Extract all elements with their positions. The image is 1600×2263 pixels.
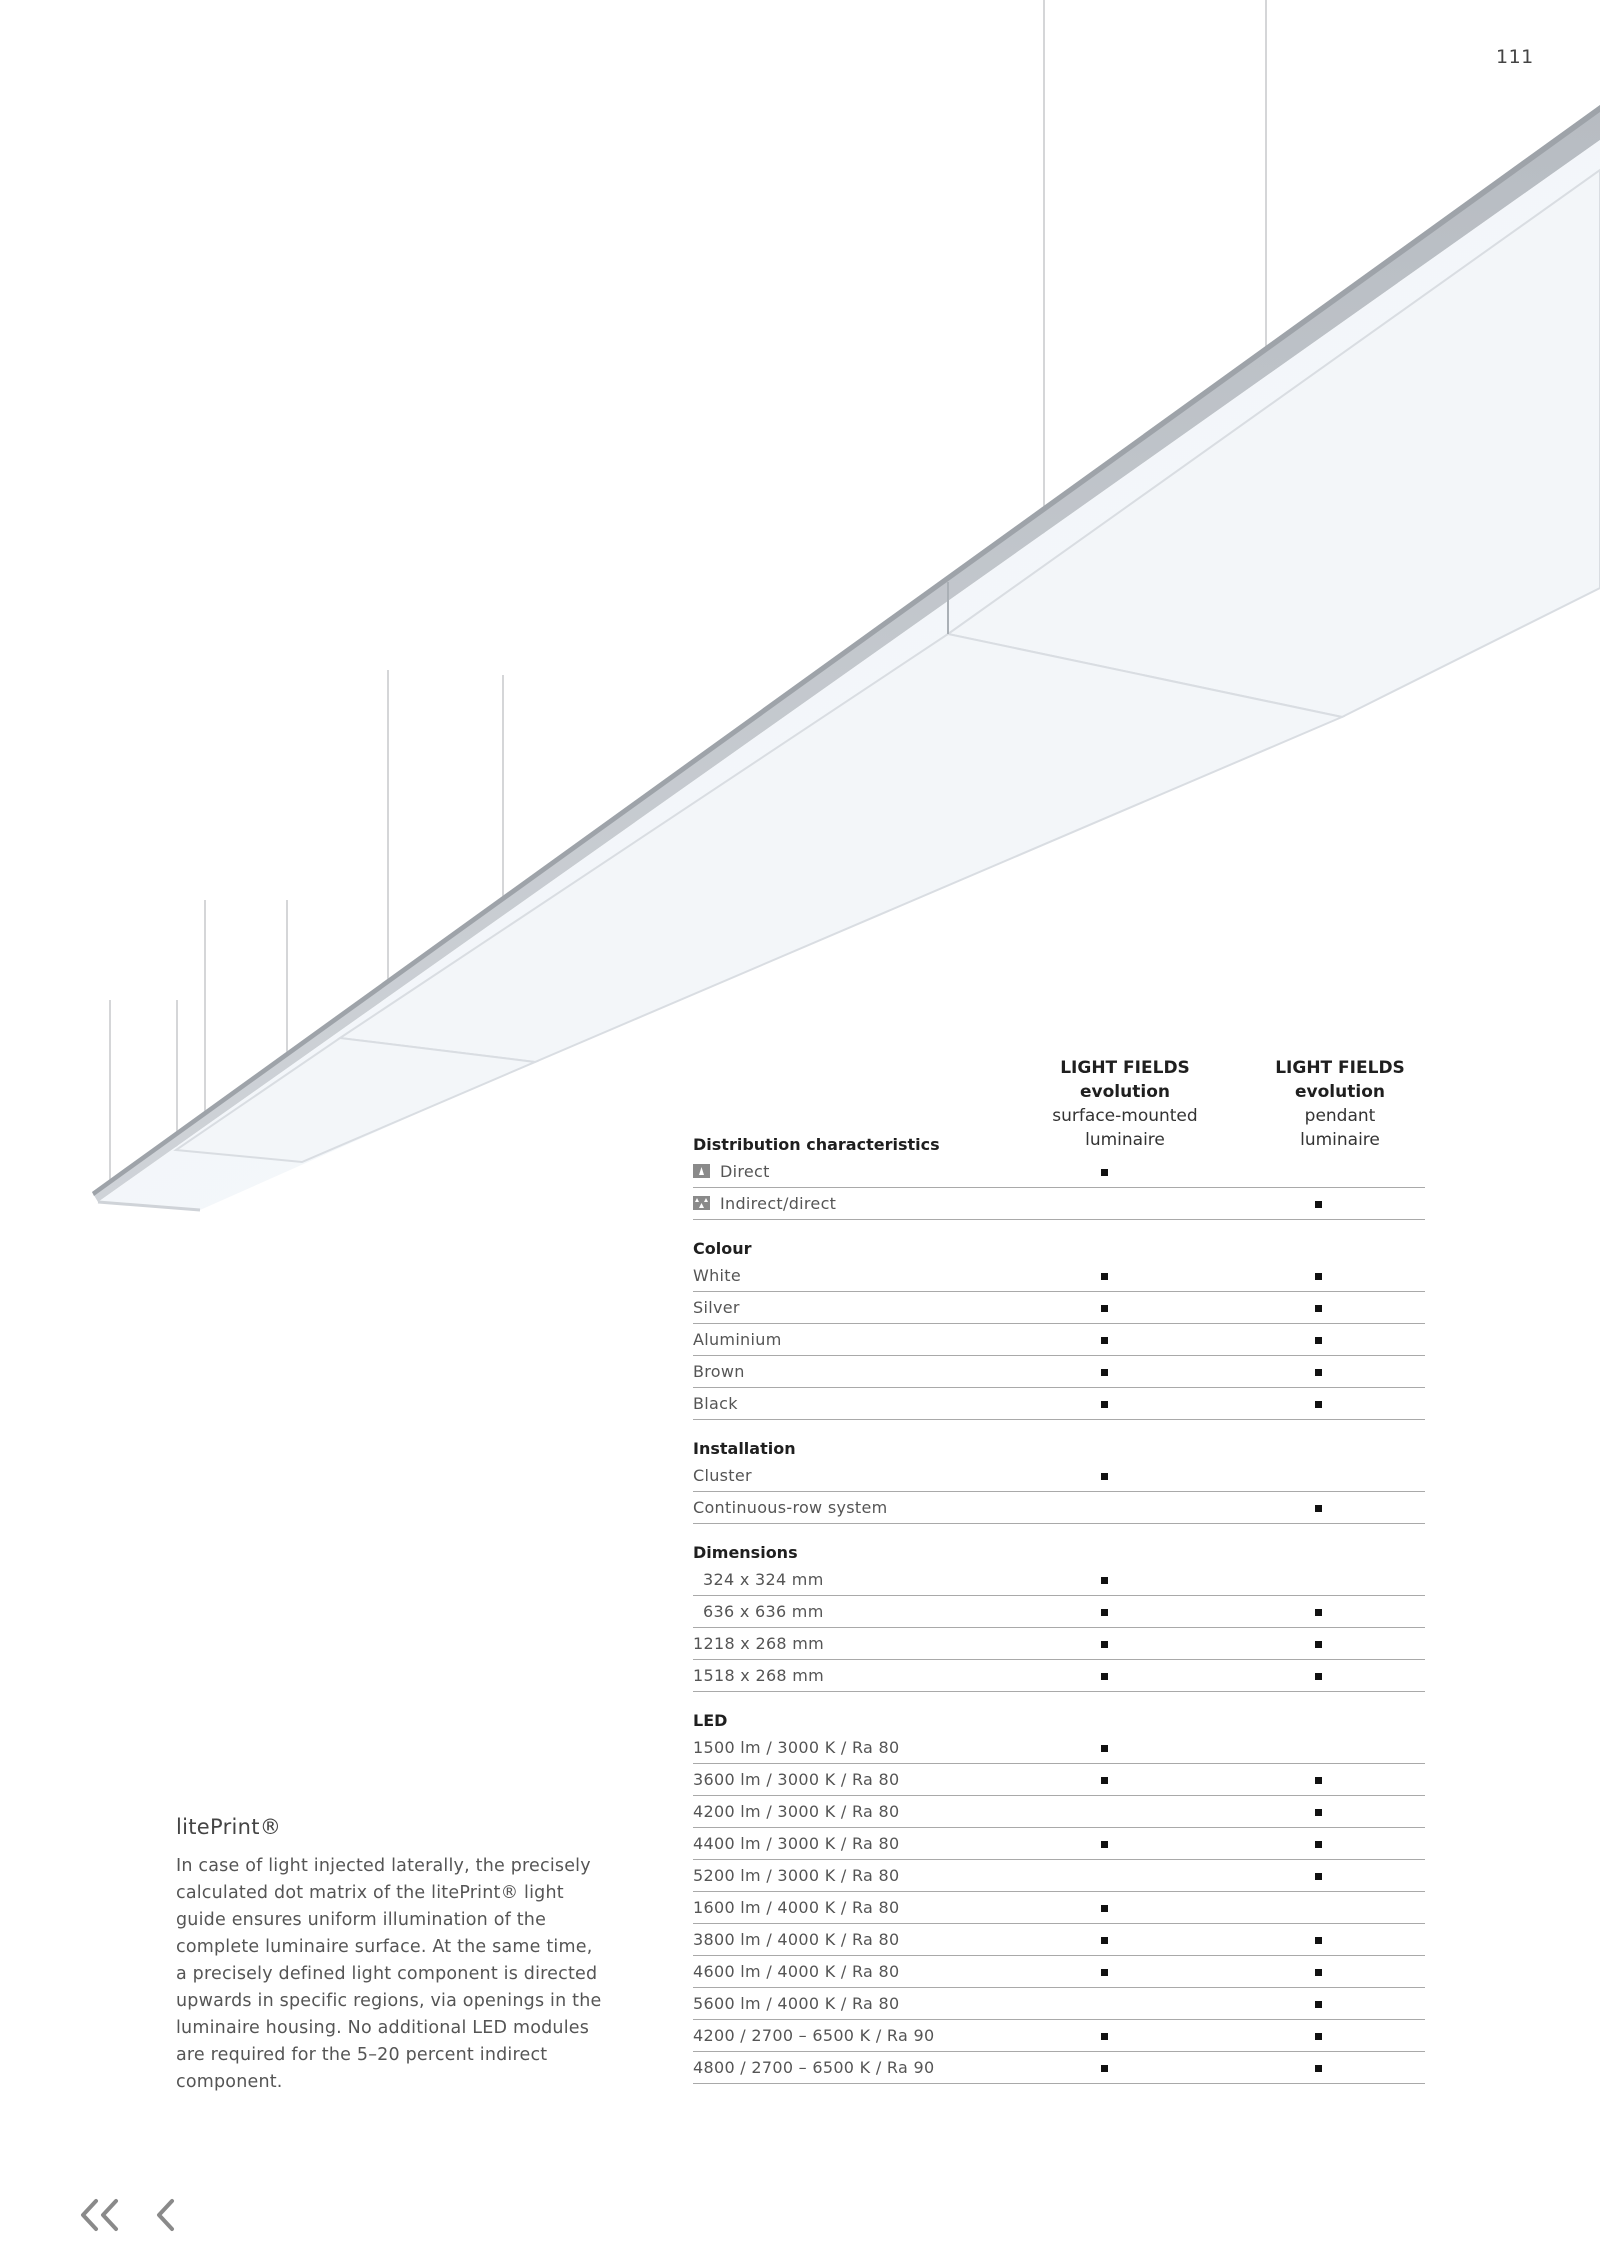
row-label-text: 636 x 636 mm: [703, 1602, 824, 1621]
table-row: [693, 2020, 1425, 2052]
row-label-text: Black: [693, 1394, 738, 1413]
table-row: [693, 2052, 1425, 2084]
row-label: [693, 1356, 745, 1387]
availability-mark-pendant: [1315, 2033, 1322, 2040]
column-subtitle: pendant: [1304, 1106, 1376, 1126]
availability-mark-surface-mounted: [1101, 1273, 1108, 1280]
row-label: [693, 2020, 934, 2051]
row-label-text: Indirect/direct: [720, 1194, 837, 1213]
availability-mark-pendant: [1315, 1873, 1322, 1880]
direct-light-icon: [693, 1157, 710, 1171]
spec-section: [693, 1538, 1425, 1692]
availability-mark-surface-mounted: [1101, 2065, 1108, 2072]
row-label-text: Brown: [693, 1362, 745, 1381]
availability-mark-surface-mounted: [1101, 1609, 1108, 1616]
table-row: [693, 1324, 1425, 1356]
availability-mark-surface-mounted: [1101, 1305, 1108, 1312]
availability-mark-surface-mounted: [1101, 1905, 1108, 1912]
row-label-text: 1518 x 268 mm: [693, 1666, 825, 1685]
row-label: [693, 1324, 782, 1355]
availability-mark-pendant: [1315, 1305, 1322, 1312]
availability-mark-surface-mounted: [1101, 1969, 1108, 1976]
table-row: [693, 1956, 1425, 1988]
spec-section: [693, 1234, 1425, 1420]
row-label: [693, 1188, 836, 1219]
row-label: [693, 1260, 741, 1291]
row-label-text: 3800 lm / 4000 K / Ra 80: [693, 1930, 900, 1949]
availability-mark-pendant: [1315, 1809, 1322, 1816]
row-label: [693, 1660, 824, 1691]
row-label: [693, 1860, 899, 1891]
row-label: [693, 1732, 899, 1763]
availability-mark-surface-mounted: [1101, 1841, 1108, 1848]
availability-mark-pendant: [1315, 2065, 1322, 2072]
availability-mark-pendant: [1315, 1401, 1322, 1408]
table-row: [693, 1732, 1425, 1764]
table-row: [693, 1660, 1425, 1692]
availability-mark-surface-mounted: [1101, 2033, 1108, 2040]
row-label-text: 4200 / 2700 – 6500 K / Ra 90: [693, 2026, 935, 2045]
spec-sections: [693, 1130, 1425, 2084]
section-title: Installation: [693, 1439, 796, 1458]
availability-mark-surface-mounted: [1101, 1673, 1108, 1680]
column-subtitle: surface-mounted: [1052, 1106, 1198, 1126]
availability-mark-pendant: [1315, 1937, 1322, 1944]
row-label: [693, 1892, 899, 1923]
row-label-text: Aluminium: [693, 1330, 782, 1349]
availability-mark-pendant: [1315, 1273, 1322, 1280]
table-row: [693, 1460, 1425, 1492]
availability-mark-surface-mounted: [1101, 1641, 1108, 1648]
column-title: LIGHT FIELDS evolution: [1060, 1058, 1190, 1102]
row-label: [693, 1156, 770, 1187]
availability-mark-surface-mounted: [1101, 1401, 1108, 1408]
availability-mark-pendant: [1315, 1201, 1322, 1208]
availability-mark-pendant: [1315, 1337, 1322, 1344]
row-label: [693, 1492, 887, 1523]
row-label: [693, 2052, 934, 2083]
spec-section: [693, 1706, 1425, 2084]
availability-mark-pendant: [1315, 1609, 1322, 1616]
table-row: [693, 1492, 1425, 1524]
table-row: [693, 1564, 1425, 1596]
row-label: [693, 1828, 899, 1859]
availability-mark-pendant: [1315, 1505, 1322, 1512]
row-label-text: Direct: [720, 1162, 770, 1181]
section-title: Colour: [693, 1239, 752, 1258]
availability-mark-surface-mounted: [1101, 1473, 1108, 1480]
section-title: LED: [693, 1711, 728, 1730]
chevron-left-icon[interactable]: [159, 2201, 172, 2229]
row-label-text: 1218 x 268 mm: [693, 1634, 825, 1653]
row-label-text: 1500 lm / 3000 K / Ra 80: [693, 1738, 900, 1757]
availability-mark-surface-mounted: [1101, 1777, 1108, 1784]
availability-mark-surface-mounted: [1101, 1937, 1108, 1944]
availability-mark-pendant: [1315, 1841, 1322, 1848]
row-label-text: 3600 lm / 3000 K / Ra 80: [693, 1770, 900, 1789]
availability-mark-surface-mounted: [1101, 1577, 1108, 1584]
row-label-text: Silver: [693, 1298, 740, 1317]
spec-table: [693, 1040, 1425, 2084]
table-row: [693, 1924, 1425, 1956]
table-row: [693, 1356, 1425, 1388]
row-label: [703, 1564, 824, 1595]
availability-mark-pendant: [1315, 1673, 1322, 1680]
row-label-text: 5600 lm / 4000 K / Ra 80: [693, 1994, 900, 2013]
column-subtitle: luminaire: [1085, 1130, 1165, 1150]
column-header-pendant: [1230, 1056, 1450, 1152]
availability-mark-surface-mounted: [1101, 1745, 1108, 1752]
row-label-text: Cluster: [693, 1466, 752, 1485]
row-label-text: White: [693, 1266, 742, 1285]
table-row: [693, 1292, 1425, 1324]
section-title: Distribution characteristics: [693, 1135, 940, 1154]
table-row: [693, 1628, 1425, 1660]
indirect-direct-light-icon: [693, 1189, 710, 1203]
row-label: [693, 1292, 740, 1323]
availability-mark-pendant: [1315, 1641, 1322, 1648]
table-row: [693, 1988, 1425, 2020]
table-row: [693, 1596, 1425, 1628]
availability-mark-pendant: [1315, 1969, 1322, 1976]
row-label-text: 4200 lm / 3000 K / Ra 80: [693, 1802, 900, 1821]
row-label: [703, 1596, 824, 1627]
table-row: [693, 1764, 1425, 1796]
row-label-text: 324 x 324 mm: [703, 1570, 824, 1589]
row-label: [693, 1764, 899, 1795]
column-header-surface-mounted: [1015, 1056, 1235, 1152]
column-subtitle: luminaire: [1300, 1130, 1380, 1150]
table-row: [693, 1188, 1425, 1220]
row-label: [693, 1388, 738, 1419]
row-label-text: 4600 lm / 4000 K / Ra 80: [693, 1962, 900, 1981]
table-row: [693, 1388, 1425, 1420]
table-row: [693, 1892, 1425, 1924]
availability-mark-surface-mounted: [1101, 1169, 1108, 1176]
double-chevron-left-icon[interactable]: [83, 2201, 116, 2229]
table-row: [693, 1260, 1425, 1292]
page-number: 111: [1496, 46, 1534, 68]
spec-section: [693, 1434, 1425, 1524]
row-label-text: 4400 lm / 3000 K / Ra 80: [693, 1834, 900, 1853]
column-title: LIGHT FIELDS evolution: [1275, 1058, 1405, 1102]
row-label: [693, 1796, 899, 1827]
availability-mark-pendant: [1315, 1777, 1322, 1784]
row-label: [693, 1460, 752, 1491]
availability-mark-pendant: [1315, 2001, 1322, 2008]
table-row: [693, 1796, 1425, 1828]
row-label: [693, 1628, 824, 1659]
feature-text-block: [176, 1815, 606, 2096]
row-label: [693, 1988, 899, 2019]
availability-mark-pendant: [1315, 1369, 1322, 1376]
table-row: [693, 1860, 1425, 1892]
row-label: [693, 1924, 899, 1955]
row-label-text: 1600 lm / 4000 K / Ra 80: [693, 1898, 900, 1917]
row-label-text: 4800 / 2700 – 6500 K / Ra 90: [693, 2058, 935, 2077]
feature-heading: litePrint®: [176, 1815, 282, 1839]
page-navigation: [80, 2198, 200, 2232]
row-label: [693, 1956, 899, 1987]
table-row: [693, 1156, 1425, 1188]
section-title: Dimensions: [693, 1543, 798, 1562]
row-label-text: 5200 lm / 3000 K / Ra 80: [693, 1866, 900, 1885]
availability-mark-surface-mounted: [1101, 1369, 1108, 1376]
table-row: [693, 1828, 1425, 1860]
row-label-text: Continuous-row system: [693, 1498, 888, 1517]
availability-mark-surface-mounted: [1101, 1337, 1108, 1344]
feature-description: In case of light injected laterally, the precisely calculated dot matrix of the litePrint® light guide ensures uniform illumination of the complete luminaire surface. At the same time, a precisely defined light component is directed upwards in specific regions, via openings in the luminaire housing. No additional LED modules are required for the 5–20 percent indirect component.: [176, 1856, 602, 2092]
